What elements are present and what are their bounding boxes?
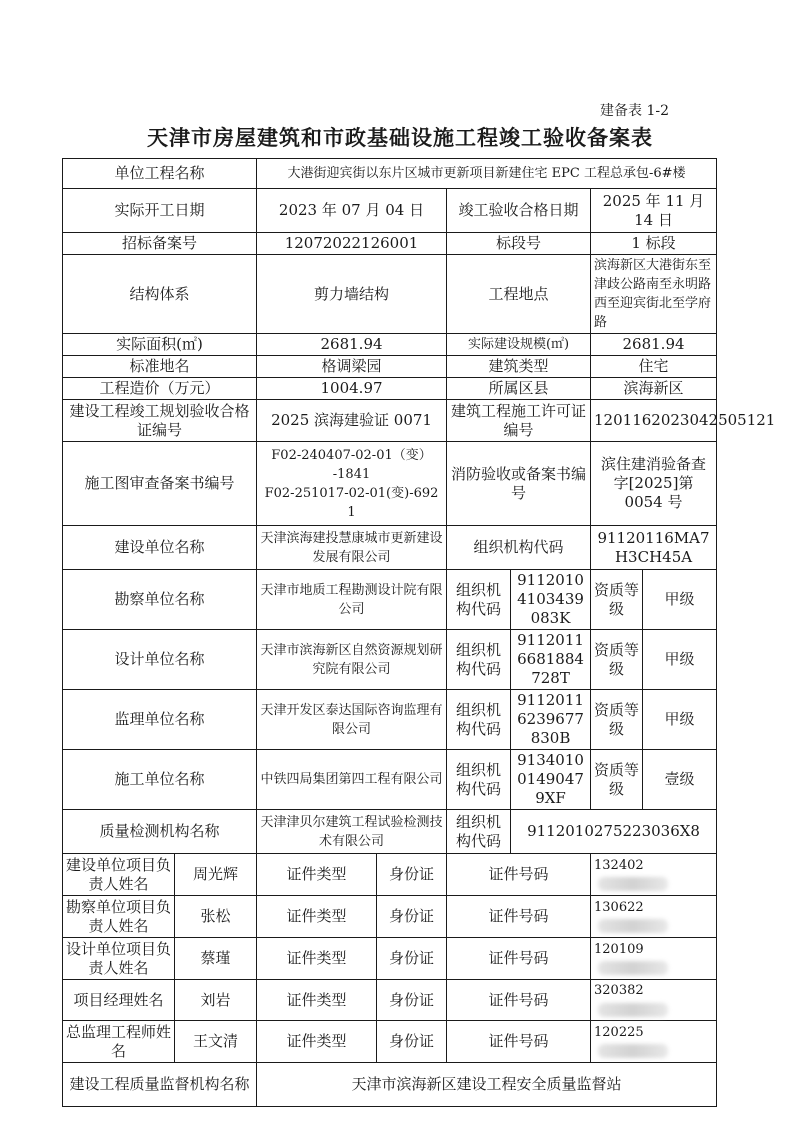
supervisor-org-label: 组织机构代码: [447, 690, 511, 750]
row-std-name: [63, 356, 717, 378]
row-person-builder: [63, 854, 717, 896]
project-name-value: 大港街迎宾街以东片区城市更新项目新建住宅 EPC 工程总承包-6#楼: [257, 159, 717, 189]
cert-no-prefix: 320382: [594, 983, 644, 998]
cert-type-label: 证件类型: [257, 896, 377, 938]
person-name: 周光辉: [175, 854, 257, 896]
start-date-label: 实际开工日期: [63, 189, 257, 233]
row-person-pm: [63, 980, 717, 1021]
person-role: 项目经理姓名: [63, 980, 175, 1021]
construction-unit-name: 中铁四局集团第四工程有限公司: [257, 750, 447, 810]
redaction-blur: [598, 877, 668, 891]
drawing-line-3: F02-251017-02-01(变)-692: [264, 485, 439, 501]
redaction-blur: [598, 961, 668, 975]
builder-unit-name: 天津滨海建投慧康城市更新建设发展有限公司: [257, 526, 447, 570]
builder-org-label: 组织机构代码: [447, 526, 591, 570]
cert-no: [591, 938, 717, 980]
cert-type-label: 证件类型: [257, 1021, 377, 1063]
drawing-review-label: 施工图审查备案书编号: [63, 442, 257, 526]
building-type-label: 建筑类型: [447, 356, 591, 378]
row-builder-unit: [63, 526, 717, 570]
survey-unit-name: 天津市地质工程勘测设计院有限公司: [257, 570, 447, 630]
row-design-unit: [63, 630, 717, 690]
cert-no: [591, 896, 717, 938]
district-label: 所属区县: [447, 378, 591, 400]
row-tender: [63, 233, 717, 255]
row-testing-unit: [63, 810, 717, 854]
cert-no-label: 证件号码: [447, 854, 591, 896]
drawing-review-value: [257, 442, 447, 526]
supervisor-grade: 甲级: [643, 690, 717, 750]
scale-label: 实际建设规模(㎡): [447, 334, 591, 356]
planning-cert-label: 建设工程竣工规划验收合格证编号: [63, 400, 257, 442]
cert-no: [591, 1021, 717, 1063]
scale-value: 2681.94: [591, 334, 717, 356]
cert-no-prefix: 132402: [594, 857, 644, 873]
construction-grade-label: 资质等级: [591, 750, 643, 810]
cert-type: 身份证: [377, 896, 447, 938]
row-person-design: [63, 938, 717, 980]
drawing-line-4: 1: [347, 504, 356, 520]
builder-unit-label: 建设单位名称: [63, 526, 257, 570]
filing-table: [62, 158, 776, 1107]
supervisor-unit-label: 监理单位名称: [63, 690, 257, 750]
design-unit-label: 设计单位名称: [63, 630, 257, 690]
row-construction-unit: [63, 750, 717, 810]
cert-no-label: 证件号码: [447, 938, 591, 980]
design-org-label: 组织机构代码: [447, 630, 511, 690]
survey-unit-label: 勘察单位名称: [63, 570, 257, 630]
redaction-blur: [598, 1044, 668, 1058]
cert-type-label: 证件类型: [257, 980, 377, 1021]
person-role: 总监理工程师姓名: [63, 1021, 175, 1063]
location-label: 工程地点: [447, 255, 591, 334]
building-type-value: 住宅: [591, 356, 717, 378]
row-area: [63, 334, 717, 356]
design-grade-label: 资质等级: [591, 630, 643, 690]
construction-org-label: 组织机构代码: [447, 750, 511, 810]
tender-no-value: 12072022126001: [257, 233, 447, 255]
testing-org-code: 9112010275223036X8: [511, 810, 717, 854]
row-project-name: [63, 159, 717, 189]
survey-org-code: 91120104103439083K: [511, 570, 591, 630]
cert-no-label: 证件号码: [447, 896, 591, 938]
cost-label: 工程造价（万元）: [63, 378, 257, 400]
section-no-label: 标段号: [447, 233, 591, 255]
redaction-blur: [598, 919, 668, 933]
person-name: 王文清: [175, 1021, 257, 1063]
design-org-code: 91120116681884728T: [511, 630, 591, 690]
permit-value: 1201162023042505121: [591, 400, 717, 442]
completion-date-value: 2025 年 11 月 14 日: [591, 189, 717, 233]
person-name: 刘岩: [175, 980, 257, 1021]
location-value: 滨海新区大港街东至津歧公路南至永明路西至迎宾街北至学府路: [591, 255, 717, 334]
drawing-line-1: F02-240407-02-01（变）: [271, 447, 432, 463]
supervisor-grade-label: 资质等级: [591, 690, 643, 750]
fire-cert-label: 消防验收或备案书编号: [447, 442, 591, 526]
area-value: 2681.94: [257, 334, 447, 356]
redaction-blur: [598, 1003, 668, 1017]
cert-type-label: 证件类型: [257, 938, 377, 980]
supervisor-org-code: 91120116239677830B: [511, 690, 591, 750]
structure-value: 剪力墙结构: [257, 255, 447, 334]
cert-no-prefix: 120225: [594, 1024, 644, 1040]
supervision-label: 建设工程质量监督机构名称: [63, 1063, 257, 1107]
construction-grade: 壹级: [643, 750, 717, 810]
cert-type: 身份证: [377, 980, 447, 1021]
section-no-value: 1 标段: [591, 233, 717, 255]
row-supervision: [63, 1063, 717, 1107]
std-name-label: 标准地名: [63, 356, 257, 378]
cost-value: 1004.97: [257, 378, 447, 400]
area-label: 实际面积(㎡): [63, 334, 257, 356]
cert-no-label: 证件号码: [447, 1021, 591, 1063]
row-planning: [63, 400, 717, 442]
person-name: 蔡瑾: [175, 938, 257, 980]
design-unit-name: 天津市滨海新区自然资源规划研究院有限公司: [257, 630, 447, 690]
row-dates: [63, 189, 717, 233]
survey-grade: 甲级: [643, 570, 717, 630]
cert-no-label: 证件号码: [447, 980, 591, 1021]
district-value: 滨海新区: [591, 378, 717, 400]
cert-no: [591, 980, 717, 1021]
structure-label: 结构体系: [63, 255, 257, 334]
testing-org-label: 组织机构代码: [447, 810, 511, 854]
cert-type-label: 证件类型: [257, 854, 377, 896]
cert-no-prefix: 120109: [594, 941, 644, 957]
form-code: 建备表 1-2: [600, 103, 669, 119]
form-title: 天津市房屋建筑和市政基础设施工程竣工验收备案表: [147, 126, 653, 150]
tender-no-label: 招标备案号: [63, 233, 257, 255]
permit-label: 建筑工程施工许可证编号: [447, 400, 591, 442]
fire-cert-value: 滨住建消验备查字[2025]第 0054 号: [591, 442, 717, 526]
cert-type: 身份证: [377, 938, 447, 980]
person-role: 勘察单位项目负责人姓名: [63, 896, 175, 938]
construction-org-code: 913401001490479XF: [511, 750, 591, 810]
design-grade: 甲级: [643, 630, 717, 690]
supervisor-unit-name: 天津开发区泰达国际咨询监理有限公司: [257, 690, 447, 750]
person-role: 建设单位项目负责人姓名: [63, 854, 175, 896]
row-supervisor-unit: [63, 690, 717, 750]
row-person-survey: [63, 896, 717, 938]
start-date-value: 2023 年 07 月 04 日: [257, 189, 447, 233]
cert-no: [591, 854, 717, 896]
survey-org-label: 组织机构代码: [447, 570, 511, 630]
drawing-line-2: -1841: [332, 466, 371, 482]
cert-type: 身份证: [377, 1021, 447, 1063]
completion-date-label: 竣工验收合格日期: [447, 189, 591, 233]
cert-type: 身份证: [377, 854, 447, 896]
testing-unit-name: 天津津贝尔建筑工程试验检测技术有限公司: [257, 810, 447, 854]
builder-org-code: 91120116MA7H3CH45A: [591, 526, 717, 570]
cert-no-prefix: 130622: [594, 899, 644, 915]
project-name-label: 单位工程名称: [63, 159, 257, 189]
person-name: 张松: [175, 896, 257, 938]
construction-unit-label: 施工单位名称: [63, 750, 257, 810]
std-name-value: 格调梁园: [257, 356, 447, 378]
row-structure: [63, 255, 717, 334]
row-cost: [63, 378, 717, 400]
planning-cert-value: 2025 滨海建验证 0071: [257, 400, 447, 442]
supervision-value: 天津市滨海新区建设工程安全质量监督站: [257, 1063, 717, 1107]
row-drawing: [63, 442, 717, 526]
row-survey-unit: [63, 570, 717, 630]
testing-unit-label: 质量检测机构名称: [63, 810, 257, 854]
survey-grade-label: 资质等级: [591, 570, 643, 630]
person-role: 设计单位项目负责人姓名: [63, 938, 175, 980]
row-person-chief-supervisor: [63, 1021, 717, 1063]
